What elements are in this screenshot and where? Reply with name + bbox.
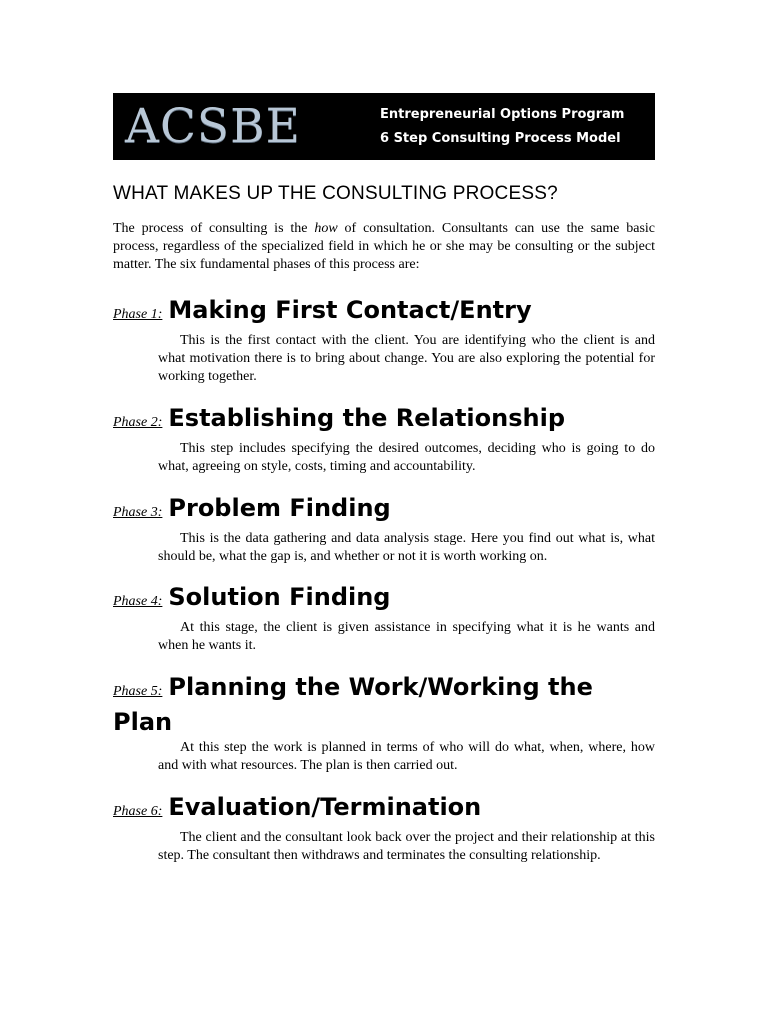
- intro-emphasis: how: [314, 221, 338, 236]
- phase-label: Phase 4:: [113, 594, 163, 609]
- phase-label: Phase 1:: [113, 307, 163, 322]
- phase-heading: [113, 295, 655, 330]
- phase-label: Phase 5:: [113, 684, 163, 699]
- phase-heading: [113, 582, 655, 617]
- document-title: WHAT MAKES UP THE CONSULTING PROCESS?: [113, 183, 558, 204]
- phase-4: [113, 582, 655, 655]
- phase-title: Planning the Work/Working the Plan: [113, 673, 593, 736]
- program-title: Entrepreneurial Options Program: [380, 106, 625, 122]
- phase-description: At this stage, the client is given assistance in specifying what it is he wants and when he wants it.: [158, 620, 655, 653]
- phase-6: [113, 792, 655, 865]
- phase-2: [113, 403, 655, 476]
- phase-heading: [113, 672, 655, 737]
- phase-description: This is the first contact with the client. You are identifying who the client is and what motivation there is to bring about change. You are also exploring the potential for working together.: [158, 333, 655, 384]
- acsbe-logo: ACSBE: [125, 99, 301, 154]
- intro-text-end: of consultation. Consultants can use the same basic process, regardless of the specialized field in which he or she may be consulting or the subject matter. The six fundamental phases of this process are:: [113, 221, 655, 272]
- phase-heading: [113, 493, 655, 528]
- phase-title: Evaluation/Termination: [168, 793, 482, 821]
- phase-heading: [113, 403, 655, 438]
- phase-label: Phase 2:: [113, 415, 163, 430]
- header-banner: [113, 93, 655, 160]
- phase-5: [113, 672, 655, 775]
- intro-paragraph: [113, 220, 655, 274]
- phase-title: Problem Finding: [168, 494, 391, 522]
- phase-description: At this step the work is planned in terms of who will do what, when, where, how and with what resources. The plan is then carried out.: [158, 740, 655, 773]
- phase-1: [113, 295, 655, 386]
- phase-description: This step includes specifying the desired outcomes, deciding who is going to do what, agreeing on style, costs, timing and accountability.: [158, 441, 655, 474]
- phase-title: Solution Finding: [168, 583, 391, 611]
- phase-label: Phase 3:: [113, 505, 163, 520]
- banner-text: [380, 103, 624, 151]
- phase-label: Phase 6:: [113, 804, 163, 819]
- phase-heading: [113, 792, 655, 827]
- phase-description: This is the data gathering and data analysis stage. Here you find out what is, what should be, what the gap is, and whether or not it is worth working on.: [158, 531, 655, 564]
- phase-description: The client and the consultant look back over the project and their relationship at this step. The consultant then withdraws and terminates the consulting relationship.: [158, 830, 655, 863]
- phase-title: Establishing the Relationship: [168, 404, 566, 432]
- intro-text-start: The process of consulting is the: [113, 221, 315, 236]
- phase-3: [113, 493, 655, 566]
- phase-title: Making First Contact/Entry: [168, 296, 532, 324]
- model-title: 6 Step Consulting Process Model: [380, 130, 621, 146]
